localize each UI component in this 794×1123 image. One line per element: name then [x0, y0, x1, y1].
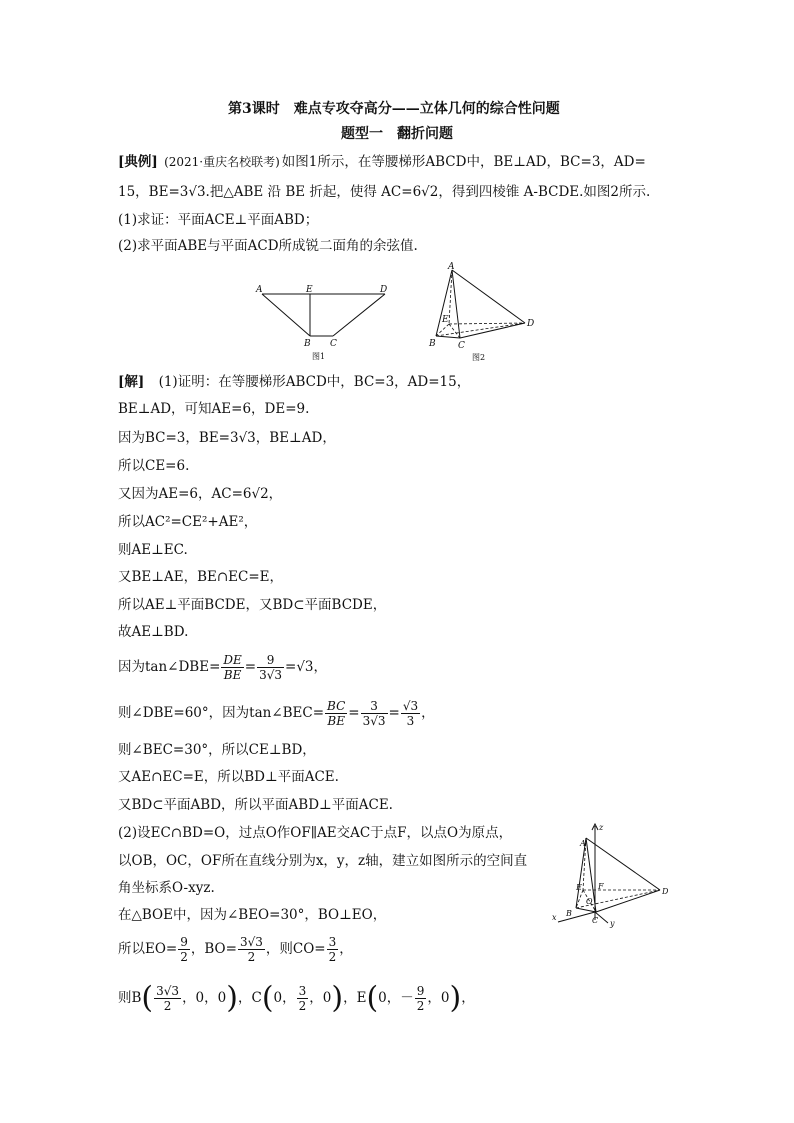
tan-dbe-result: =√3，: [285, 659, 328, 675]
figure-1-trapezoid: [250, 282, 400, 362]
solution-line-11: 因为tan∠DBE= $\frac{DE}{BE}$ = $\frac{9}{3√3}$ =√3，: [118, 653, 328, 682]
solution-line-3: 因为BC=3，BE=3√3，BE⊥AD，: [118, 430, 336, 446]
fraction-de-be: $\frac{DE}{BE}$: [223, 653, 242, 682]
fig2-label-b: B: [429, 339, 436, 349]
fig2-caption: 图2: [472, 353, 486, 362]
fig3-label-o: O: [586, 897, 593, 906]
coord-c-y: $\frac{3}{2}$: [298, 984, 307, 1013]
solution-line-13: 则∠BEC=30°，所以CE⊥BD，: [118, 742, 316, 758]
solution-line-17: 以OB，OC，OF所在直线分别为x，y，z轴，建立如图所示的空间直: [118, 853, 528, 869]
tan-dbe-text: 因为tan∠DBE=: [118, 659, 221, 675]
solution-text-1: (1)证明：在等腰梯形ABCD中，BC=3，AD=15，: [158, 374, 471, 390]
solution-line-19: 在△BOE中，因为∠BEO=30°，BO⊥EO，: [118, 907, 387, 923]
fig2-label-d: D: [527, 319, 535, 329]
fig1-label-e: E: [306, 285, 313, 295]
solution-tag: [解]: [118, 374, 145, 390]
fig3-label-z: z: [599, 823, 604, 832]
solution-line-7: 则AE⊥EC.: [118, 542, 188, 558]
fig1-label-b: B: [304, 339, 311, 349]
solution-line-12: 则∠DBE=60°，因为tan∠BEC= $\frac{BC}{BE}$ = $\frac{3}{3√3}$ = $\frac{√3}{3}$ ，: [118, 699, 435, 728]
problem-text-1: 如图1所示，在等腰梯形ABCD中，BE⊥AD，BC=3，AD=: [281, 154, 646, 170]
solution-line-10: 故AE⊥BD.: [118, 624, 189, 640]
fig2-label-c: C: [458, 341, 465, 351]
fig1-label-d: D: [380, 285, 388, 295]
solution-line-15: 又BD⊂平面ABD，所以平面ABD⊥平面ACE.: [118, 797, 393, 813]
fraction-eo: $\frac{9}{2}$: [180, 935, 188, 964]
solution-line-6: 所以AC²=CE²+AE²，: [118, 514, 258, 530]
problem-line-1: [118, 153, 646, 171]
fig3-label-x: x: [552, 913, 557, 922]
coord-b-x: $\frac{3√3}{2}$: [156, 984, 180, 1013]
fig3-label-b: B: [566, 909, 572, 918]
solution-line-18: 角坐标系O-xyz.: [118, 880, 215, 896]
question-2: (2)求平面ABE与平面ACD所成锐二面角的余弦值.: [118, 238, 418, 254]
solution-line-2: BE⊥AD，可知AE=6，DE=9.: [118, 401, 310, 417]
fraction-bc-be: $\frac{BC}{BE}$: [327, 699, 346, 728]
tan-bec-text: 则∠DBE=60°，因为tan∠BEC=: [118, 705, 325, 721]
problem-line-2: 15，BE=3√3.把△ABE 沿 BE 折起，使得 AC=6√2，得到四棱锥 A-BCDE.如图2所示.: [118, 184, 651, 200]
fig3-label-a: A: [580, 839, 586, 848]
fig3-label-f: F: [598, 882, 604, 891]
figure-2-pyramid: [426, 262, 546, 364]
fig3-label-y: y: [610, 919, 615, 928]
solution-line-1: [118, 373, 470, 391]
fig1-caption: 图1: [312, 352, 326, 361]
fraction-3-3r3: $\frac{3}{3√3}$: [362, 699, 386, 728]
problem-source: (2021·重庆名校联考): [164, 155, 280, 169]
fig2-label-e: E: [442, 315, 449, 325]
solution-line-8: 又BE⊥AE，BE∩EC=E，: [118, 569, 284, 585]
fraction-9-3r3: $\frac{9}{3√3}$: [259, 653, 283, 682]
fraction-co: $\frac{3}{2}$: [328, 935, 337, 964]
solution-line-9: 所以AE⊥平面BCDE，又BD⊂平面BCDE，: [118, 597, 387, 613]
solution-line-14: 又AE∩EC=E，所以BD⊥平面ACE.: [118, 769, 339, 785]
fig3-label-c: C: [592, 916, 599, 925]
fraction-r3-3: $\frac{√3}{3}$: [402, 699, 419, 728]
solution-line-16: (2)设EC∩BD=O，过点O作OF∥AE交AC于点F，以点O为原点，: [118, 825, 513, 841]
figure-3-coordinate-system: [548, 820, 678, 928]
fig1-label-a: A: [256, 285, 263, 295]
example-tag: [典例]: [118, 154, 158, 170]
coord-e-y: $\frac{9}{2}$: [416, 984, 425, 1013]
solution-line-4: 所以CE=6.: [118, 458, 190, 474]
fig3-label-e: E: [576, 883, 582, 892]
solution-line-5: 又因为AE=6，AC=6√2，: [118, 486, 283, 502]
fig2-label-a: A: [448, 262, 455, 272]
fig3-label-d: D: [662, 887, 669, 896]
page-title: 第3课时 难点专攻夺高分——立体几何的综合性问题: [228, 101, 560, 117]
solution-line-20: 所以EO= $\frac{9}{2}$ ，BO= $\frac{3√3}{2}$ ，则CO= $\frac{3}{2}$ ，: [118, 935, 353, 964]
fraction-bo: $\frac{3√3}{2}$: [239, 935, 263, 964]
question-1: (1)求证：平面ACE⊥平面ABD；: [118, 212, 319, 228]
solution-line-21: 则B( $\frac{3√3}{2}$ ，0，0)，C(0， $\frac{3}{2}$ ，0)，E(0，－ $\frac{9}{2}$ ，0)，: [118, 980, 475, 1016]
section-subtitle: 题型一 翻折问题: [341, 126, 453, 142]
fig1-label-c: C: [330, 339, 337, 349]
